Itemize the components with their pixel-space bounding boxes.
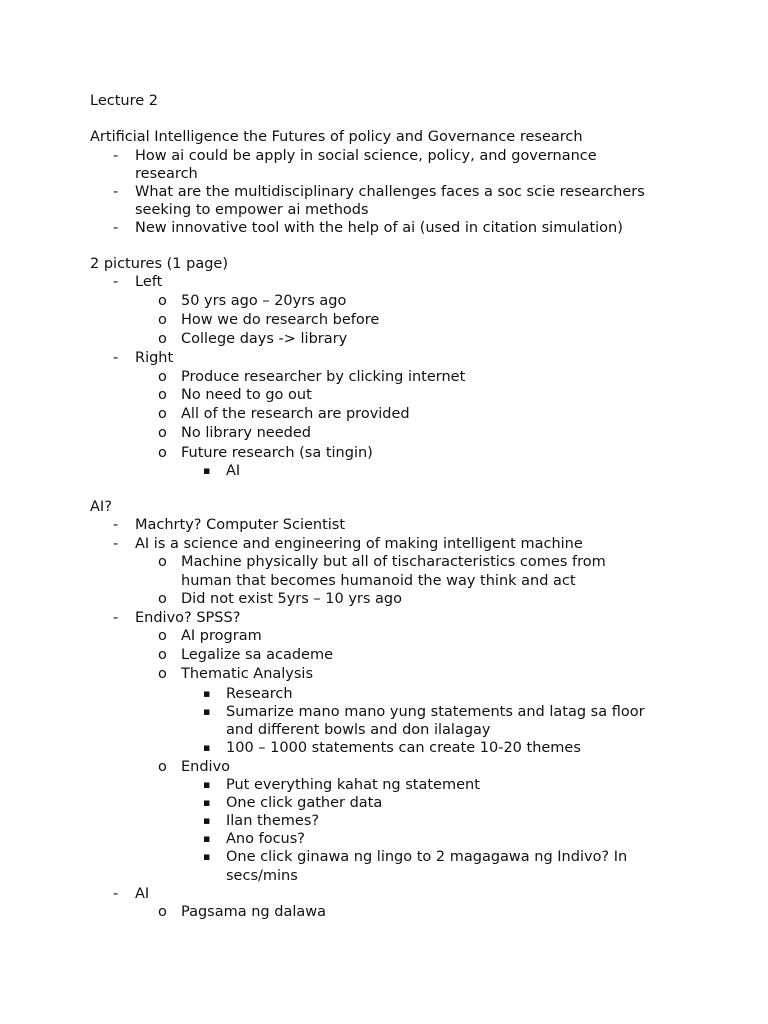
dash-bullet-icon: -	[113, 350, 119, 366]
list-item: What are the multidisciplinary challenges faces a soc scie researchers	[135, 184, 645, 200]
circle-bullet-icon: o	[158, 312, 167, 328]
list-item: Put everything kahat ng statement	[226, 777, 480, 793]
list-item: No library needed	[181, 425, 311, 441]
circle-bullet-icon: o	[158, 904, 167, 920]
circle-bullet-icon: o	[158, 647, 167, 663]
square-bullet-icon: ▪	[203, 778, 211, 791]
list-item: Machrty? Computer Scientist	[135, 517, 346, 533]
dash-bullet-icon: -	[113, 610, 119, 626]
list-item: Future research (sa tingin)	[181, 445, 373, 461]
circle-bullet-icon: o	[158, 387, 167, 403]
list-item: Machine physically but all of tischaracteristics comes from	[181, 554, 606, 570]
list-item: AI	[226, 463, 241, 479]
list-item: Did not exist 5yrs – 10 yrs ago	[181, 591, 403, 607]
list-item: Pagsama ng dalawa	[181, 904, 326, 920]
dash-bullet-icon: -	[113, 517, 119, 533]
section-heading: 2 pictures (1 page)	[90, 256, 229, 272]
circle-bullet-icon: o	[158, 369, 167, 385]
dash-bullet-icon: -	[113, 148, 119, 164]
list-item: Produce researcher by clicking internet	[181, 369, 466, 385]
list-item: No need to go out	[181, 387, 312, 403]
section-heading: AI?	[90, 499, 112, 515]
list-item: All of the research are provided	[181, 406, 410, 422]
list-item: Ano focus?	[226, 831, 305, 847]
list-item: Left	[135, 274, 163, 290]
list-item: human that becomes humanoid the way think and act	[181, 573, 576, 589]
dash-bullet-icon: -	[113, 220, 119, 236]
square-bullet-icon: ▪	[203, 850, 211, 863]
list-item: AI program	[181, 628, 262, 644]
list-item: research	[135, 166, 198, 182]
circle-bullet-icon: o	[158, 591, 167, 607]
square-bullet-icon: ▪	[203, 705, 211, 718]
list-item: secs/mins	[226, 868, 298, 884]
list-item: One click ginawa ng lingo to 2 magagawa ng Indivo? In	[226, 849, 628, 865]
circle-bullet-icon: o	[158, 554, 167, 570]
list-item: seeking to empower ai methods	[135, 202, 369, 218]
square-bullet-icon: ▪	[203, 796, 211, 809]
list-item: How we do research before	[181, 312, 380, 328]
list-item: College days -> library	[181, 331, 348, 347]
dash-bullet-icon: -	[113, 184, 119, 200]
page-title: Lecture 2	[90, 93, 158, 109]
list-item: Thematic Analysis	[181, 666, 314, 682]
square-bullet-icon: ▪	[203, 464, 211, 477]
circle-bullet-icon: o	[158, 666, 167, 682]
circle-bullet-icon: o	[158, 425, 167, 441]
square-bullet-icon: ▪	[203, 814, 211, 827]
list-item: Ilan themes?	[226, 813, 320, 829]
circle-bullet-icon: o	[158, 628, 167, 644]
list-item: Research	[226, 686, 293, 702]
list-item: Legalize sa academe	[181, 647, 333, 663]
list-item: Endivo	[181, 759, 231, 775]
circle-bullet-icon: o	[158, 406, 167, 422]
square-bullet-icon: ▪	[203, 832, 211, 845]
circle-bullet-icon: o	[158, 293, 167, 309]
list-item: 50 yrs ago – 20yrs ago	[181, 293, 347, 309]
list-item: How ai could be apply in social science, policy, and governance	[135, 148, 597, 164]
circle-bullet-icon: o	[158, 445, 167, 461]
list-item: 100 – 1000 statements can create 10-20 themes	[226, 740, 581, 756]
circle-bullet-icon: o	[158, 331, 167, 347]
dash-bullet-icon: -	[113, 886, 119, 902]
square-bullet-icon: ▪	[203, 687, 211, 700]
list-item: and different bowls and don ilalagay	[226, 722, 491, 738]
list-item: Right	[135, 350, 174, 366]
section-heading: Artificial Intelligence the Futures of policy and Governance research	[90, 129, 583, 145]
list-item: Endivo? SPSS?	[135, 610, 241, 626]
dash-bullet-icon: -	[113, 274, 119, 290]
dash-bullet-icon: -	[113, 536, 119, 552]
list-item: AI is a science and engineering of making intelligent machine	[135, 536, 583, 552]
list-item: New innovative tool with the help of ai (used in citation simulation)	[135, 220, 623, 236]
list-item: Sumarize mano mano yung statements and latag sa floor	[226, 704, 645, 720]
list-item: AI	[135, 886, 150, 902]
list-item: One click gather data	[226, 795, 383, 811]
square-bullet-icon: ▪	[203, 741, 211, 754]
circle-bullet-icon: o	[158, 759, 167, 775]
